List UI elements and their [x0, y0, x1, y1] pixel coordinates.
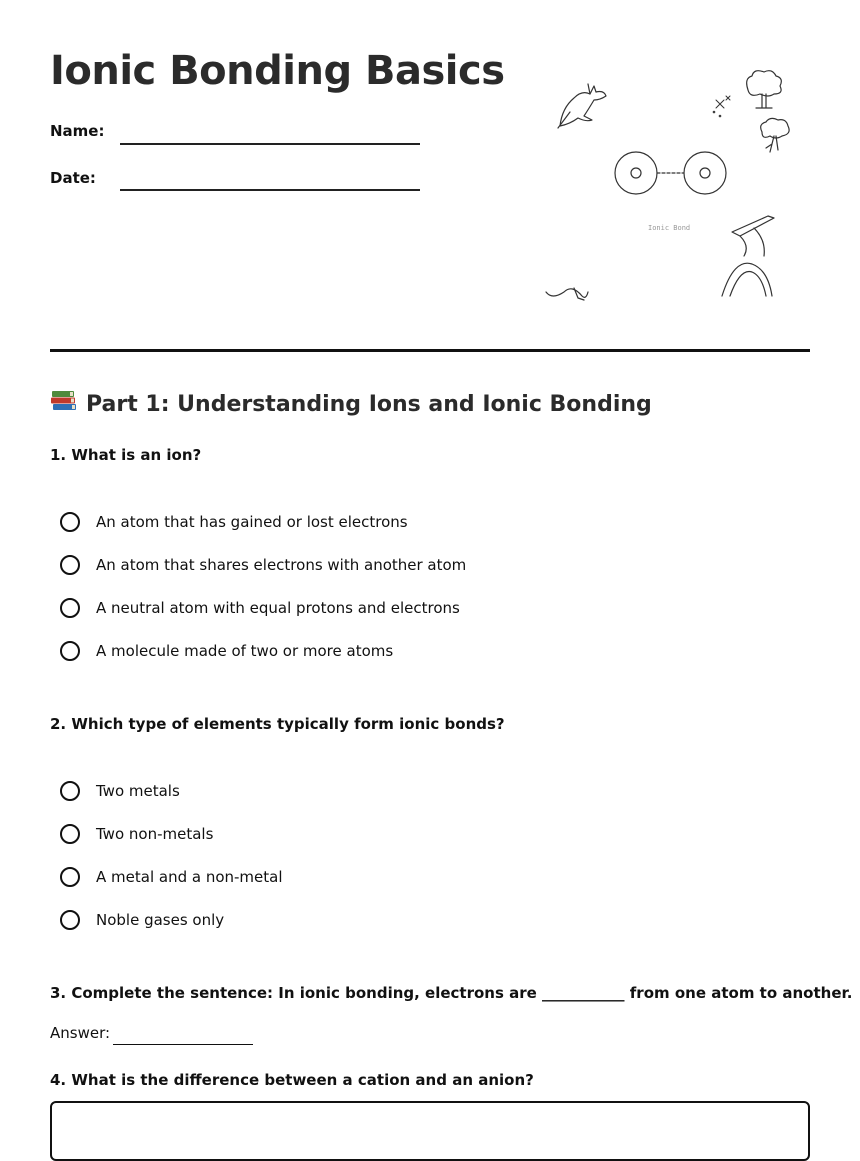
answer-blank[interactable]	[113, 1026, 253, 1045]
radio-button[interactable]	[60, 641, 80, 661]
section-title-text: Part 1: Understanding Ions and Ionic Bonding	[86, 392, 652, 417]
option-label: A molecule made of two or more atoms	[96, 642, 394, 660]
question-1: 1. What is an ion?	[50, 446, 202, 464]
option-label: Noble gases only	[96, 911, 225, 929]
q2-option-4[interactable]	[60, 908, 224, 932]
answer-label: Answer:	[50, 1024, 111, 1042]
arch-icon	[722, 216, 774, 296]
name-label: Name:	[50, 122, 105, 140]
q4-answer-box[interactable]	[50, 1101, 810, 1161]
radio-button[interactable]	[60, 598, 80, 618]
q2-option-3[interactable]	[60, 865, 283, 889]
radio-button[interactable]	[60, 781, 80, 801]
option-label: An atom that shares electrons with another atom	[96, 556, 467, 574]
section-divider	[50, 349, 810, 352]
snake-icon	[546, 288, 588, 300]
q1-option-4[interactable]	[60, 639, 393, 663]
radio-button[interactable]	[60, 910, 80, 930]
option-label: Two non-metals	[96, 825, 214, 843]
q1-option-1[interactable]	[60, 510, 408, 534]
radio-button[interactable]	[60, 512, 80, 532]
question-4: 4. What is the difference between a cation and an anion?	[50, 1071, 534, 1089]
q3-answer[interactable]	[50, 1024, 253, 1045]
books-icon	[50, 388, 78, 420]
date-label: Date:	[50, 169, 96, 187]
option-label: A neutral atom with equal protons and electrons	[96, 599, 460, 617]
option-label: A metal and a non-metal	[96, 868, 283, 886]
q1-option-3[interactable]	[60, 596, 460, 620]
bush-icon	[761, 118, 789, 152]
radio-button[interactable]	[60, 867, 80, 887]
question-2: 2. Which type of elements typically form ionic bonds?	[50, 715, 505, 733]
q2-option-2[interactable]	[60, 822, 213, 846]
tree-icon	[747, 71, 782, 108]
atom-pair-icon	[615, 152, 726, 194]
radio-button[interactable]	[60, 555, 80, 575]
kangaroo-icon	[558, 84, 606, 128]
question-3: 3. Complete the sentence: In ionic bonding, electrons are ___________ from one atom to another.	[50, 984, 853, 1002]
date-field[interactable]	[120, 189, 420, 191]
worksheet-title: Ionic Bonding Basics	[50, 48, 505, 94]
illustration-caption: Ionic Bond	[648, 224, 691, 232]
sparkle-icon	[713, 96, 730, 117]
option-label: An atom that has gained or lost electrons	[96, 513, 408, 531]
radio-button[interactable]	[60, 824, 80, 844]
q2-option-1[interactable]	[60, 779, 180, 803]
section-title	[50, 388, 652, 420]
option-label: Two metals	[96, 782, 180, 800]
ionic-bond-illustration	[530, 60, 830, 310]
name-field[interactable]	[120, 143, 420, 145]
q1-option-2[interactable]	[60, 553, 466, 577]
